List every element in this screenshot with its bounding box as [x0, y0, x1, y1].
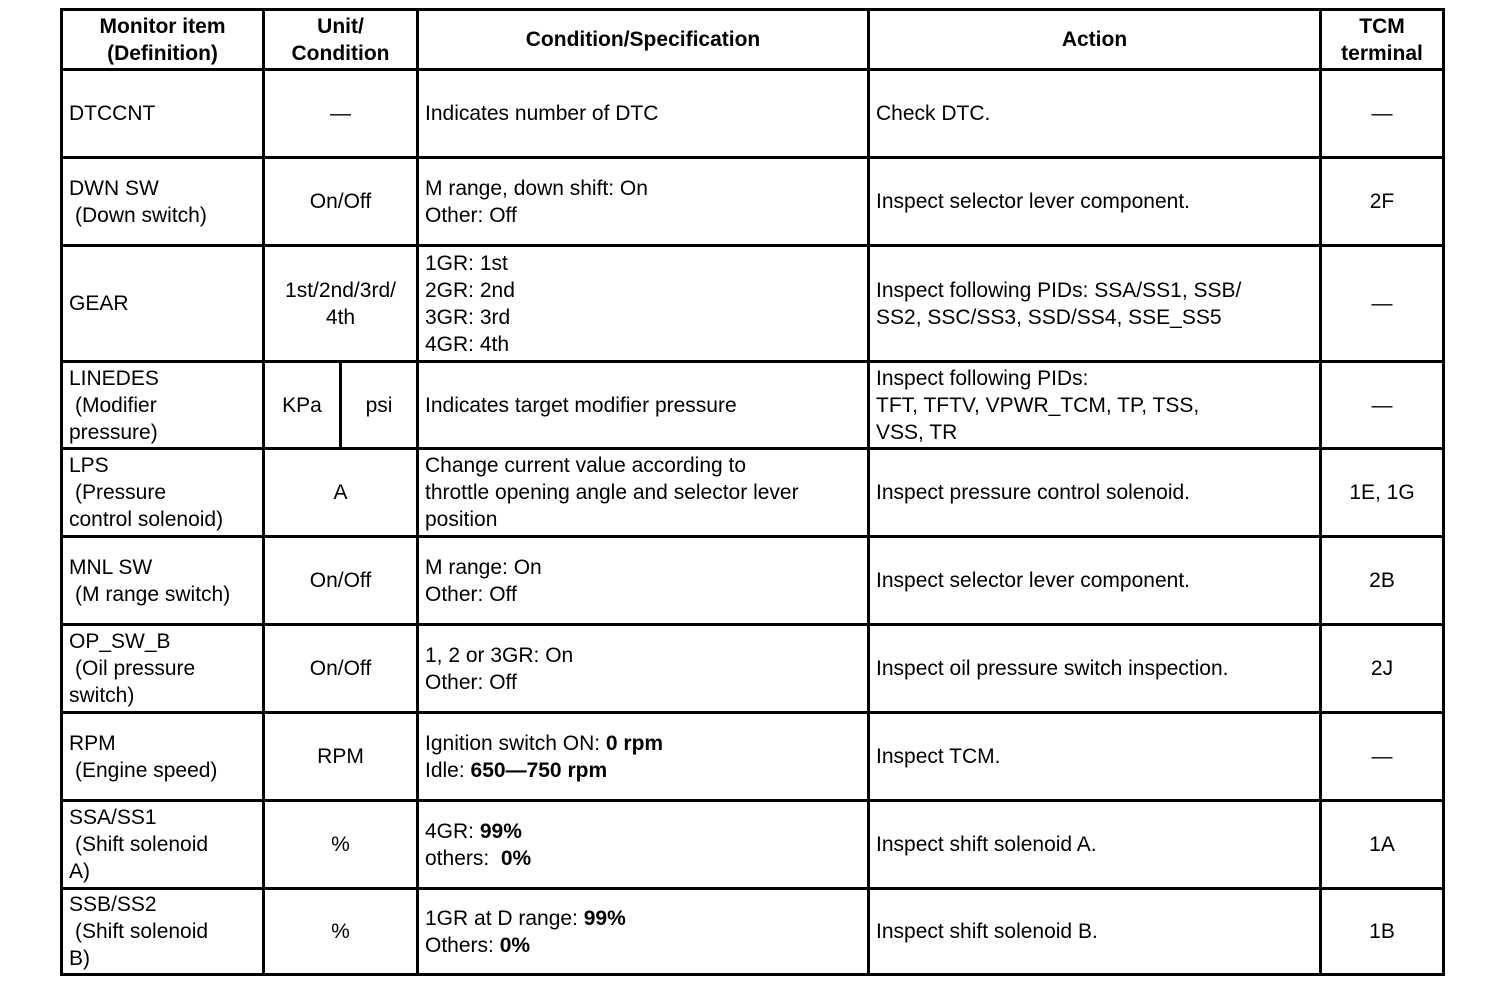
- spec-cell: Indicates number of DTC: [418, 70, 869, 158]
- spec-cell: Ignition switch ON: 0 rpm Idle: 650—750 rpm: [418, 713, 869, 801]
- tcm-terminal: —: [1321, 362, 1444, 449]
- spec-cell: M range: On Other: Off: [418, 537, 869, 625]
- table-row: [62, 158, 1444, 246]
- unit-cell-psi: psi: [341, 362, 418, 449]
- unit-cell: On/Off: [264, 625, 418, 713]
- spec-cell: 1GR: 1st 2GR: 2nd 3GR: 3rd 4GR: 4th: [418, 246, 869, 362]
- monitor-item: DTCCNT: [62, 70, 264, 158]
- tcm-terminal: —: [1321, 246, 1444, 362]
- tcm-terminal: 2F: [1321, 158, 1444, 246]
- tcm-terminal: —: [1321, 713, 1444, 801]
- table-row: [62, 625, 1444, 713]
- monitor-item: GEAR: [62, 246, 264, 362]
- unit-cell-kpa: KPa: [264, 362, 341, 449]
- unit-cell: 1st/2nd/3rd/ 4th: [264, 246, 418, 362]
- action-cell: Inspect shift solenoid A.: [869, 801, 1321, 889]
- tcm-terminal: 1A: [1321, 801, 1444, 889]
- spec-cell: 4GR: 99% others: 0%: [418, 801, 869, 889]
- action-cell: Inspect pressure control solenoid.: [869, 449, 1321, 537]
- spec-cell: 1, 2 or 3GR: On Other: Off: [418, 625, 869, 713]
- action-cell: Inspect selector lever component.: [869, 537, 1321, 625]
- unit-cell: %: [264, 801, 418, 889]
- monitor-item: LINEDES (Modifier pressure): [62, 362, 264, 449]
- action-cell: Inspect shift solenoid B.: [869, 889, 1321, 975]
- monitor-item: DWN SW (Down switch): [62, 158, 264, 246]
- action-cell: Inspect following PIDs: SSA/SS1, SSB/ SS2, SSC/SS3, SSD/SS4, SSE_SS5: [869, 246, 1321, 362]
- unit-cell: —: [264, 70, 418, 158]
- tcm-terminal: 1B: [1321, 889, 1444, 975]
- header-action: Action: [869, 10, 1321, 70]
- unit-cell: On/Off: [264, 158, 418, 246]
- header-monitor-item: Monitor item (Definition): [62, 10, 264, 70]
- tcm-terminal: 2B: [1321, 537, 1444, 625]
- spec-cell: M range, down shift: On Other: Off: [418, 158, 869, 246]
- table-row: [62, 889, 1444, 975]
- table-row: [62, 362, 1444, 449]
- table-row: [62, 713, 1444, 801]
- action-cell: Inspect oil pressure switch inspection.: [869, 625, 1321, 713]
- header-tcm-terminal: TCM terminal: [1321, 10, 1444, 70]
- action-cell: Inspect selector lever component.: [869, 158, 1321, 246]
- tcm-terminal: 1E, 1G: [1321, 449, 1444, 537]
- unit-cell: A: [264, 449, 418, 537]
- unit-cell: %: [264, 889, 418, 975]
- monitor-item: RPM (Engine speed): [62, 713, 264, 801]
- monitor-item: SSA/SS1 (Shift solenoid A): [62, 801, 264, 889]
- header-unit: Unit/ Condition: [264, 10, 418, 70]
- spec-cell: 1GR at D range: 99% Others: 0%: [418, 889, 869, 975]
- table-row: [62, 449, 1444, 537]
- spec-cell: Change current value according to throttle opening angle and selector lever position: [418, 449, 869, 537]
- action-cell: Inspect TCM.: [869, 713, 1321, 801]
- table-row: [62, 801, 1444, 889]
- header-row: [62, 10, 1444, 70]
- monitor-item: OP_SW_B (Oil pressure switch): [62, 625, 264, 713]
- action-cell: Check DTC.: [869, 70, 1321, 158]
- monitor-item: SSB/SS2 (Shift solenoid B): [62, 889, 264, 975]
- tcm-terminal: —: [1321, 70, 1444, 158]
- header-spec: Condition/Specification: [418, 10, 869, 70]
- unit-cell: On/Off: [264, 537, 418, 625]
- monitor-item: MNL SW (M range switch): [62, 537, 264, 625]
- monitor-item: LPS (Pressure control solenoid): [62, 449, 264, 537]
- table-row: [62, 246, 1444, 362]
- table-row: [62, 70, 1444, 158]
- unit-cell: RPM: [264, 713, 418, 801]
- action-cell: Inspect following PIDs: TFT, TFTV, VPWR_TCM, TP, TSS, VSS, TR: [869, 362, 1321, 449]
- monitor-spec-table: [60, 8, 1445, 976]
- spec-cell: Indicates target modifier pressure: [418, 362, 869, 449]
- tcm-terminal: 2J: [1321, 625, 1444, 713]
- table-row: [62, 537, 1444, 625]
